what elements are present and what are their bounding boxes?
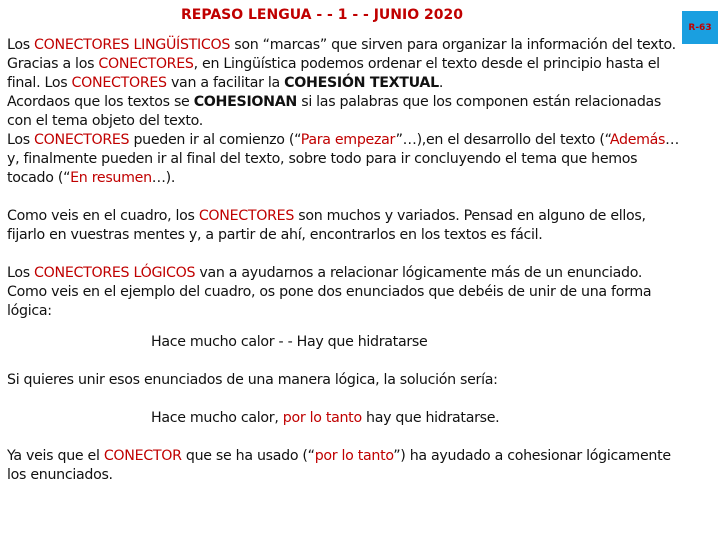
page-title: REPASO LENGUA - - 1 - - JUNIO 2020	[181, 7, 463, 23]
text-span: Los	[7, 37, 35, 53]
highlight-term: por lo tanto	[282, 410, 362, 426]
text-span: van a facilitar la	[166, 75, 285, 91]
paragraph-solution-intro: Si quieres unir esos enunciados de una manera lógica, la solución sería:	[7, 372, 498, 388]
text-span: si las palabras que los componen están relacionadas con el tema objeto del texto.	[7, 94, 662, 129]
text-span: … y, finalmente pueden ir al final del texto, sobre todo para ir concluyendo el tema que hemos tocado (“	[7, 132, 680, 186]
bold-term: COHESIÓN TEXTUAL	[284, 75, 439, 91]
page-badge	[682, 11, 718, 44]
spacer	[7, 390, 683, 409]
paragraph-connectors-intro	[7, 36, 683, 93]
text-span: son muchos y variados. Pensad en alguno de ellos, fijarlo en vuestras mentes y, a partir de ahí, encontrarlos en los textos es fácil.	[7, 208, 646, 243]
highlight-term: CONECTORES	[98, 56, 194, 72]
text-span: van a ayudarnos a relacionar lógicamente más de un enunciado. Como veis en el ejemplo del cuadro, os pone dos enunciados que debéis de unir de una forma lógica:	[7, 265, 652, 319]
paragraph-connector-positions	[7, 131, 683, 188]
text-span: , en Lingüística podemos ordenar el texto desde el principio hasta el final. Los	[7, 56, 660, 91]
text-span: …).	[151, 170, 176, 186]
highlight-term: CONECTORES LINGÜÍSTICOS	[34, 37, 231, 53]
text-span: Ya veis que el	[7, 448, 104, 464]
spacer	[7, 188, 683, 207]
spacer	[7, 428, 683, 447]
text-span: son “marcas” que sirven para organizar la información del texto. Gracias a los	[7, 37, 676, 72]
highlight-term: En resumen	[70, 170, 152, 186]
highlight-term: por lo tanto	[314, 448, 394, 464]
badge-label: R-63	[688, 22, 712, 33]
bold-term: COHESIONAN	[193, 94, 298, 110]
paragraph-cohesion	[7, 93, 683, 131]
text-span: Como veis en el cuadro, los	[7, 208, 199, 224]
highlight-term: Además	[609, 132, 666, 148]
text-span: Los	[7, 132, 35, 148]
paragraph-chart-reference	[7, 207, 683, 245]
highlight-term: CONECTORES LÓGICOS	[34, 265, 196, 281]
text-span: .	[438, 75, 444, 91]
highlight-term: CONECTORES	[71, 75, 167, 91]
spacer	[7, 321, 683, 333]
text-span: Hace mucho calor,	[151, 410, 283, 426]
spacer	[7, 352, 683, 371]
text-span: que se ha usado (“	[181, 448, 315, 464]
highlight-term: Para empezar	[300, 132, 396, 148]
spacer	[7, 245, 683, 264]
highlight-term: CONECTORES	[198, 208, 295, 224]
example-statements: Hace mucho calor - - Hay que hidratarse	[151, 334, 428, 350]
text-span: Los	[7, 265, 35, 281]
text-span: Acordaos que los textos se	[7, 94, 194, 110]
document-body	[7, 36, 683, 485]
text-span: pueden ir al comienzo (“	[129, 132, 301, 148]
text-span: hay que hidratarse.	[361, 410, 500, 426]
text-span: ”) ha ayudado a cohesionar lógicamente los enunciados.	[7, 448, 671, 483]
paragraph-logical-connectors	[7, 264, 683, 321]
paragraph-conclusion	[7, 447, 683, 485]
highlight-term: CONECTORES	[34, 132, 130, 148]
highlight-term: CONECTOR	[103, 448, 182, 464]
example-solution	[7, 409, 683, 428]
text-span: ”…),en el desarrollo del texto (“	[395, 132, 610, 148]
